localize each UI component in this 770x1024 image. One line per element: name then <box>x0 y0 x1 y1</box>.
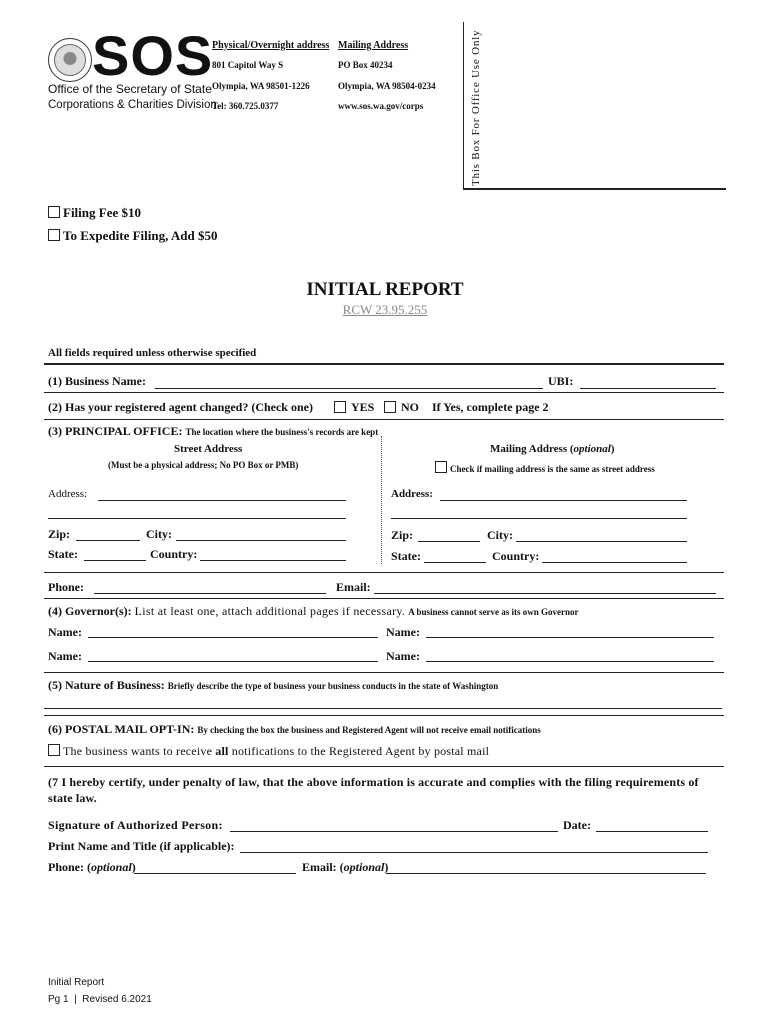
physical-address-title: Physical/Overnight address <box>212 40 330 51</box>
signer-phone-optional: optional <box>91 860 132 874</box>
principal-office-title <box>48 424 378 439</box>
mailing-title-close: ) <box>610 443 615 455</box>
mail-city-label: City: <box>487 528 513 542</box>
same-as-street-label: Check if mailing address is the same as street address <box>450 464 655 474</box>
page-title: INITIAL REPORT <box>306 279 464 300</box>
street-address-label: Address: <box>48 488 88 500</box>
business-name-field[interactable] <box>155 388 543 389</box>
divider <box>44 419 724 420</box>
mail-address-field[interactable] <box>440 500 687 501</box>
street-zip-field[interactable] <box>76 540 140 541</box>
opt-in-pre: The business wants to receive <box>63 744 216 758</box>
opt-in-all: all <box>215 744 229 758</box>
street-address-field-2[interactable] <box>48 518 346 519</box>
address-column-divider <box>381 436 382 564</box>
governor-name-label-2: Name: <box>386 625 420 639</box>
mailing-city: Olympia, WA 98504-0234 <box>338 81 436 91</box>
signer-email-text: Email: ( <box>302 860 344 874</box>
street-state-field[interactable] <box>84 560 146 561</box>
certification-statement: (7 I hereby certify, under penalty of law, that the above information is accurate and complies with the filing requirements of state law. <box>48 775 699 805</box>
street-country-field[interactable] <box>200 560 346 561</box>
agent-yes-label: YES <box>351 400 375 414</box>
agent-no-checkbox[interactable] <box>384 401 396 413</box>
mail-city-field[interactable] <box>516 541 687 542</box>
opt-in-post: notifications to the Registered Agent by postal mail <box>228 744 490 758</box>
governors-note: A business cannot serve as its own Governor <box>408 607 579 617</box>
postal-opt-in-note: By checking the box the business and Registered Agent will not receive email notifications <box>197 725 541 735</box>
signer-phone-text: Phone: ( <box>48 860 91 874</box>
signer-phone-field[interactable] <box>134 873 296 874</box>
nature-of-business-field[interactable] <box>44 708 722 709</box>
mailing-title-label: Mailing Address ( <box>490 443 574 455</box>
filing-fee-label: Filing Fee $10 <box>63 205 141 220</box>
required-note: All fields required unless otherwise specified <box>48 347 257 359</box>
expedite-label: To Expedite Filing, Add $50 <box>63 228 218 243</box>
mailing-address-title <box>490 443 615 455</box>
principal-office-subtitle: The location where the business's records are kept <box>185 427 379 437</box>
governor-name-field-2[interactable] <box>426 637 714 638</box>
street-address-note: (Must be a physical address; No PO Box or PMB) <box>108 460 299 470</box>
nature-of-business-title <box>48 678 498 693</box>
mail-address-field-2[interactable] <box>391 518 687 519</box>
mail-country-label: Country: <box>492 549 540 563</box>
print-name-label: Print Name and Title (if applicable): <box>48 839 235 853</box>
phone-field[interactable] <box>94 593 326 594</box>
mail-state-field[interactable] <box>424 562 486 563</box>
governor-name-field-4[interactable] <box>426 661 714 662</box>
signature-label: Signature of Authorized Person: <box>48 818 223 832</box>
postal-opt-in-title <box>48 722 541 737</box>
same-as-street[interactable] <box>435 461 655 474</box>
street-city-field[interactable] <box>176 540 346 541</box>
governors-text: List at least one, attach additional pages if necessary. <box>134 604 406 618</box>
phone-number: Tel: 360.725.0377 <box>212 101 279 111</box>
agent-changed-note: If Yes, complete page 2 <box>432 400 549 414</box>
divider <box>44 598 724 599</box>
email-field[interactable] <box>374 593 716 594</box>
postal-opt-in-label: (6) POSTAL MAIL OPT-IN: <box>48 722 195 736</box>
footer-page-revision: Pg 1 | Revised 6.2021 <box>48 994 152 1005</box>
signer-email-close: ) <box>384 860 389 874</box>
mailing-po-box: PO Box 40234 <box>338 60 393 70</box>
physical-city: Olympia, WA 98501-1226 <box>212 81 310 91</box>
ubi-field[interactable] <box>580 388 716 389</box>
governor-name-label-4: Name: <box>386 649 420 663</box>
governors-title <box>48 604 579 619</box>
expedite-checkbox[interactable] <box>48 229 60 241</box>
divider <box>44 715 724 716</box>
ubi-label: UBI: <box>548 374 574 388</box>
mail-country-field[interactable] <box>542 562 687 563</box>
divider <box>44 572 724 573</box>
divider <box>44 672 724 673</box>
signer-email-field[interactable] <box>386 873 706 874</box>
divider <box>44 363 724 365</box>
mail-zip-field[interactable] <box>418 541 480 542</box>
state-seal-icon <box>48 38 92 82</box>
signature-field[interactable] <box>230 831 558 832</box>
agent-no-label: NO <box>401 400 419 414</box>
signer-phone-label <box>48 860 136 875</box>
rcw-link[interactable]: RCW 23.95.255 <box>342 302 428 317</box>
postal-opt-in-checkbox[interactable] <box>48 744 60 756</box>
signer-email-optional: optional <box>343 860 385 874</box>
street-state-label: State: <box>48 547 78 561</box>
date-label: Date: <box>563 818 591 832</box>
street-address-title: Street Address <box>174 443 243 455</box>
governor-name-field-1[interactable] <box>88 637 378 638</box>
sos-logo: SOS <box>92 24 214 87</box>
physical-street: 801 Capitol Way S <box>212 60 284 70</box>
office-use-box <box>463 22 726 190</box>
nature-note: Briefly describe the type of business your business conducts in the state of Washington <box>167 681 499 691</box>
mail-state-label: State: <box>391 549 421 563</box>
office-use-label: This Box For Office Use Only <box>470 29 482 186</box>
phone-label: Phone: <box>48 580 84 594</box>
street-zip-label: Zip: <box>48 527 71 541</box>
governor-name-field-3[interactable] <box>88 661 378 662</box>
expedite-fee[interactable] <box>48 228 217 244</box>
street-country-label: Country: <box>150 547 198 561</box>
footer-form-name: Initial Report <box>48 977 105 988</box>
nature-label: (5) Nature of Business: <box>48 678 165 692</box>
print-name-field[interactable] <box>240 852 708 853</box>
mailing-address-title: Mailing Address <box>338 40 409 51</box>
signer-email-label <box>302 860 388 875</box>
business-name-label: (1) Business Name: <box>48 374 146 388</box>
signer-phone-close: ) <box>131 860 136 874</box>
governors-label: (4) Governor(s): <box>48 604 132 618</box>
website: www.sos.wa.gov/corps <box>338 101 424 111</box>
governor-name-label-3: Name: <box>48 649 82 663</box>
street-city-label: City: <box>146 527 172 541</box>
division-name: Corporations & Charities Division <box>48 99 217 111</box>
email-label: Email: <box>336 580 371 594</box>
filing-fee[interactable] <box>48 205 141 221</box>
date-field[interactable] <box>596 831 708 832</box>
office-name: Office of the Secretary of State <box>48 82 212 96</box>
mail-zip-label: Zip: <box>391 528 414 542</box>
principal-office-label: (3) PRINCIPAL OFFICE: <box>48 424 183 438</box>
filing-fee-checkbox[interactable] <box>48 206 60 218</box>
postal-opt-in[interactable] <box>48 744 489 759</box>
mailing-optional: optional <box>573 443 611 455</box>
mail-address-label: Address: <box>391 488 433 500</box>
governor-name-label-1: Name: <box>48 625 82 639</box>
agent-yes-checkbox[interactable] <box>334 401 346 413</box>
divider <box>44 392 724 393</box>
divider <box>44 766 724 767</box>
same-as-street-checkbox[interactable] <box>435 461 447 473</box>
street-address-field[interactable] <box>98 500 346 501</box>
agent-changed-question: (2) Has your registered agent changed? (Check one) <box>48 400 313 414</box>
